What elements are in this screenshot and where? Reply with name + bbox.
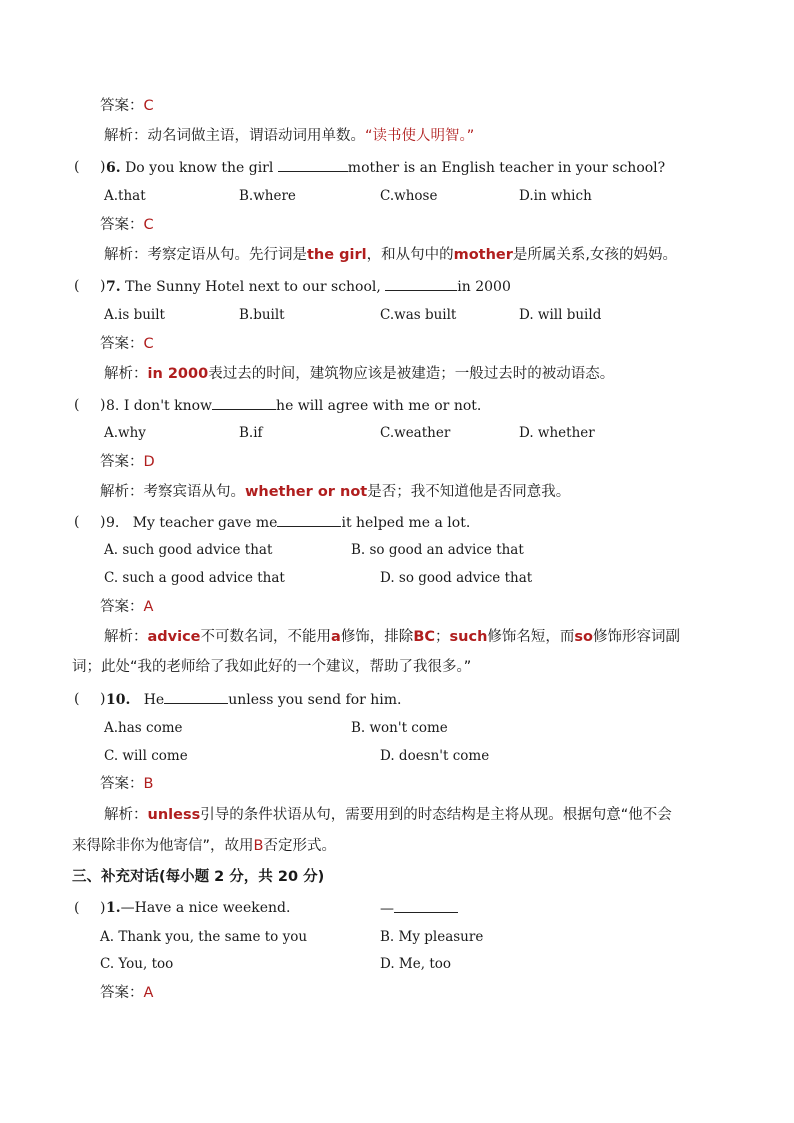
q6-stem (106, 157, 665, 178)
q5-answer (100, 96, 154, 116)
q10-analysis (104, 805, 672, 825)
answer-slot[interactable] (100, 276, 105, 296)
q9-answer (100, 597, 153, 617)
fill-blank[interactable] (394, 898, 458, 913)
paren-close: ) (100, 159, 106, 175)
answer-value: D (143, 454, 155, 470)
paren-close: ) (100, 514, 106, 530)
answer-value: C (143, 98, 154, 114)
answer-label: 答案： (100, 217, 144, 233)
analysis-text: 来得除非你为他寄信”，故用 (72, 838, 254, 854)
answer-label: 答案： (100, 776, 144, 792)
option-b[interactable]: B. won't come (351, 720, 448, 736)
keyword: mother (453, 247, 513, 263)
option-c[interactable]: C.whose (380, 188, 438, 204)
analysis-text: 考察定语从句。先行词是 (147, 247, 307, 263)
option-c[interactable]: C.weather (380, 425, 451, 441)
option-c[interactable]: C. will come (104, 748, 188, 764)
keyword: the girl (307, 247, 367, 263)
fill-blank[interactable] (164, 689, 228, 704)
keyword: so (574, 629, 593, 645)
analysis-label: 解析： (100, 484, 144, 500)
paren-close: ) (100, 397, 106, 413)
stem-part-b: he will agree with me or not. (276, 398, 482, 414)
option-a[interactable]: A. Thank you, the same to you (100, 929, 308, 945)
paren-open: ( (74, 900, 80, 916)
analysis-label: 解析： (104, 807, 148, 823)
analysis-quote: “读书使人明智。” (365, 128, 475, 144)
option-b[interactable]: B. My pleasure (380, 929, 484, 945)
stem-part-b: unless you send for him. (228, 692, 402, 708)
option-c[interactable]: C.was built (380, 307, 457, 323)
stem-part-a: I don't know (123, 398, 213, 414)
keyword: advice (147, 629, 201, 645)
section-heading: 三、补充对话(每小题 2 分，共 20 分) (72, 869, 325, 885)
q5-analysis (104, 126, 474, 146)
q10-stem (106, 689, 402, 710)
question-number: 6. (106, 160, 121, 176)
question-number: 8. (106, 398, 120, 414)
stem-part-b: in 2000 (457, 279, 511, 295)
option-b[interactable]: B.built (239, 307, 285, 323)
answer-value: C (143, 336, 154, 352)
analysis-text: 是否；我不知道他是否同意我。 (367, 484, 571, 500)
question-number: 1. (106, 900, 121, 916)
fill-blank[interactable] (277, 512, 341, 527)
keyword: a (331, 629, 341, 645)
stem-part-a: He (143, 692, 165, 708)
paren-close: ) (100, 900, 106, 916)
q6-answer (100, 215, 154, 235)
analysis-text: 修饰形容词副 (592, 629, 680, 645)
q7-analysis (104, 364, 614, 384)
option-d[interactable]: D. doesn't come (380, 748, 490, 764)
analysis-text: 表过去的时间，建筑物应该是被建造；一般过去时的被动语态。 (208, 366, 615, 382)
paren-open: ( (74, 159, 80, 175)
stem-part-b: mother is an English teacher in your school? (347, 160, 666, 176)
question-number: 10. (106, 692, 131, 708)
stem-part-b: — (380, 901, 394, 917)
q8-stem (106, 395, 481, 416)
keyword: whether or not (245, 484, 368, 500)
option-c[interactable]: C. You, too (100, 956, 174, 972)
analysis-text: 修饰，排除 (340, 629, 414, 645)
q9-analysis-cont (72, 657, 471, 677)
s3q1-stem (106, 898, 290, 918)
paren-close: ) (100, 691, 106, 707)
analysis-text: 引导的条件状语从句，需要用到的时态结构是主将从现。根据句意“他不会 (200, 807, 672, 823)
stem-part-a: The Sunny Hotel next to our school, (125, 279, 381, 295)
s3q1-answer (100, 983, 153, 1003)
keyword: such (449, 629, 488, 645)
paren-open: ( (74, 514, 80, 530)
analysis-text: 词；此处“我的老师给了我如此好的一个建议，帮助了我很多。” (72, 659, 472, 675)
analysis-text: 考察宾语从句。 (143, 484, 245, 500)
s3q1-reply (380, 898, 458, 919)
fill-blank[interactable] (212, 395, 276, 410)
answer-slot[interactable] (100, 689, 105, 709)
option-b[interactable]: B. so good an advice that (351, 542, 524, 558)
paren-close: ) (100, 278, 106, 294)
analysis-text: ； (435, 629, 450, 645)
stem-part-b: it helped me a lot. (341, 515, 471, 531)
answer-label: 答案： (100, 98, 144, 114)
option-a[interactable]: A.is built (104, 307, 165, 323)
option-d[interactable]: D.in which (519, 188, 592, 204)
q8-analysis (100, 482, 570, 502)
option-a[interactable]: A. such good advice that (104, 542, 273, 558)
analysis-text: 动名词做主语，谓语动词用单数。 (147, 128, 365, 144)
q9-stem (106, 512, 470, 533)
analysis-text: 否定形式。 (263, 838, 336, 854)
option-d[interactable]: D. so good advice that (380, 570, 533, 586)
q8-answer (100, 452, 155, 472)
analysis-text: 是所属关系,女孩的妈妈。 (512, 247, 678, 263)
question-number: 7. (106, 279, 121, 295)
keyword: BC (413, 629, 436, 645)
question-number: 9. (106, 515, 120, 531)
q10-answer (100, 774, 153, 794)
option-a[interactable]: A.why (104, 425, 146, 441)
answer-value: A (143, 985, 154, 1001)
analysis-label: 解析： (104, 247, 148, 263)
analysis-text: ，和从句中的 (366, 247, 454, 263)
option-b[interactable]: B.if (239, 425, 263, 441)
answer-value: A (143, 599, 154, 615)
fill-blank[interactable] (278, 157, 348, 172)
option-d[interactable]: D. whether (519, 425, 595, 441)
stem-part-a: —Have a nice weekend. (120, 900, 291, 916)
analysis-label: 解析： (104, 366, 148, 382)
option-d[interactable]: D. Me, too (380, 956, 452, 972)
q9-analysis (104, 627, 680, 647)
stem-part-a: My teacher gave me (132, 515, 278, 531)
analysis-text: 不可数名词，不能用 (200, 629, 332, 645)
option-c[interactable]: C. such a good advice that (104, 570, 285, 586)
keyword: unless (147, 807, 201, 823)
q7-answer (100, 334, 154, 354)
answer-label: 答案： (100, 336, 144, 352)
answer-value: C (143, 217, 154, 233)
option-b[interactable]: B.where (239, 188, 296, 204)
keyword: in 2000 (147, 366, 209, 382)
paren-open: ( (74, 397, 80, 413)
answer-slot[interactable] (100, 157, 105, 177)
answer-label: 答案： (100, 599, 144, 615)
answer-value: B (143, 776, 154, 792)
answer-slot[interactable] (100, 395, 105, 415)
keyword: B (253, 838, 264, 854)
analysis-label: 解析： (104, 629, 148, 645)
option-a[interactable]: A.has come (104, 720, 183, 736)
option-d[interactable]: D. will build (519, 307, 602, 323)
answer-slot[interactable] (100, 898, 105, 918)
answer-label: 答案： (100, 454, 144, 470)
answer-label: 答案： (100, 985, 144, 1001)
q7-stem (106, 276, 511, 297)
stem-part-a: Do you know the girl (125, 160, 274, 176)
analysis-label: 解析： (104, 128, 148, 144)
paren-open: ( (74, 691, 80, 707)
fill-blank[interactable] (385, 276, 457, 291)
answer-slot[interactable] (100, 512, 105, 532)
q6-analysis (104, 245, 677, 265)
analysis-text: 修饰名短，而 (487, 629, 575, 645)
q10-analysis-cont (72, 836, 336, 856)
paren-open: ( (74, 278, 80, 294)
option-a[interactable]: A.that (104, 188, 146, 204)
